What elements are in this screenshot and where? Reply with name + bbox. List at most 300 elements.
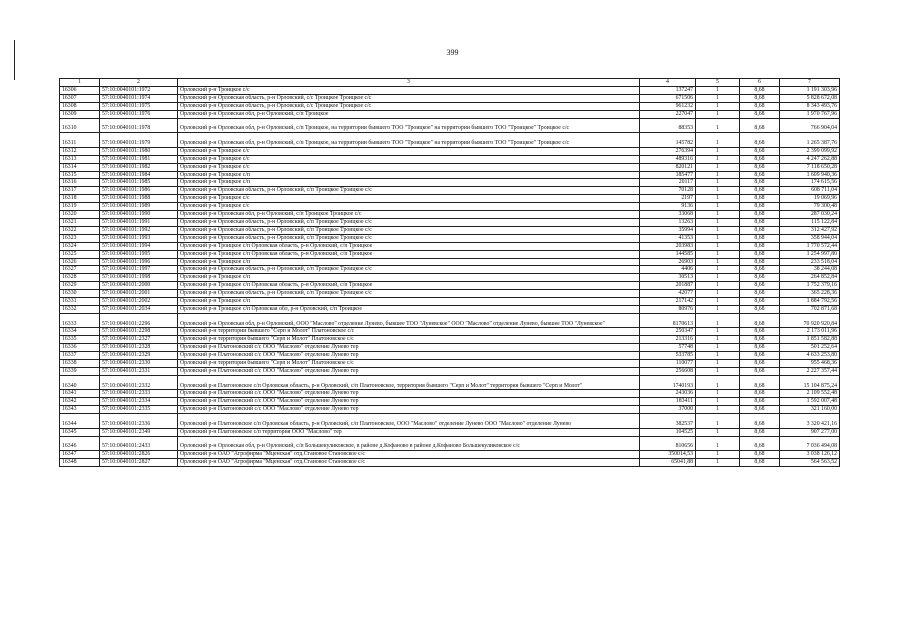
row-number: 16310 (60, 118, 100, 133)
amount-value: 174 615,56 (780, 179, 840, 187)
cadastral-number: 57:10:0040101:2000 (100, 282, 178, 290)
cadastral-number: 57:10:0040101:1998 (100, 274, 178, 282)
count-value: 1 (696, 218, 740, 226)
count-value: 1 (696, 179, 740, 187)
amount-value: 2 173 011,96 (780, 328, 840, 336)
area-value: 213316 (640, 336, 696, 344)
amount-value: 15 104 875,24 (780, 375, 840, 390)
table-row (60, 203, 840, 211)
rate-value: 8,68 (740, 110, 780, 118)
table-row (60, 282, 840, 290)
location-description: Орловский р-н Троицкое с/п (178, 258, 640, 266)
location-description: Орловский р-н Троицкое с/с (178, 87, 640, 95)
location-description: Орловский р-н Орловская обл, р-н Орловский, ООО "Маслово" отделение Лунево, бывшее ТОО "Луневское" ООО "Маслово" отделение Лунево, бывшее ТОО "Луневское" (178, 313, 640, 328)
area-value: 533785 (640, 352, 696, 360)
rate-value: 8,68 (740, 87, 780, 95)
count-value: 1 (696, 274, 740, 282)
location-description: Орловский р-н Троицкое с/п (178, 274, 640, 282)
count-value: 1 (696, 390, 740, 398)
area-value: 4406 (640, 266, 696, 274)
cadastral-number: 57:10:0040101:1980 (100, 147, 178, 155)
row-number: 16328 (60, 274, 100, 282)
row-number: 16329 (60, 282, 100, 290)
area-value: 42077 (640, 290, 696, 298)
table-row (60, 367, 840, 375)
row-number: 16346 (60, 436, 100, 451)
cadastral-number: 57:10:0040101:2332 (100, 375, 178, 390)
area-value: 20117 (640, 179, 696, 187)
area-value: 820121 (640, 163, 696, 171)
count-value: 1 (696, 94, 740, 102)
header-cell: 5 (696, 79, 740, 87)
rate-value: 8,68 (740, 211, 780, 219)
location-description: Орловский р-н Троицкое с/с (178, 147, 640, 155)
row-number: 16321 (60, 218, 100, 226)
area-value: 810656 (640, 436, 696, 451)
amount-value: 233 518,04 (780, 258, 840, 266)
cadastral-number: 57:10:0040101:1996 (100, 258, 178, 266)
count-value: 1 (696, 360, 740, 368)
header-cell: 3 (178, 79, 640, 87)
cadastral-number: 57:10:0040101:2336 (100, 414, 178, 429)
cadastral-number: 57:10:0040101:1986 (100, 187, 178, 195)
count-value: 1 (696, 242, 740, 250)
row-number: 16307 (60, 94, 100, 102)
amount-value: 7 118 650,28 (780, 163, 840, 171)
area-value: 88353 (640, 118, 696, 133)
location-description: Орловский р-н Троицкое с/п (178, 171, 640, 179)
area-value: 30513 (640, 274, 696, 282)
row-number: 16335 (60, 336, 100, 344)
location-description: Орловский р-н Платоновский с/с ООО "Маслово" отделение Лунево тер (178, 367, 640, 375)
count-value: 1 (696, 250, 740, 258)
location-description: Орловский р-н Троицкое с/с (178, 195, 640, 203)
count-value: 1 (696, 171, 740, 179)
location-description: Орловский р-н Троицкое с/п Орловская обл, р-н Орловский, с/п Троицкое (178, 305, 640, 313)
location-description: Орловский р-н Троицкое с/п (178, 179, 640, 187)
cadastral-number: 57:10:0040101:1988 (100, 195, 178, 203)
cadastral-number: 57:10:0040101:1993 (100, 234, 178, 242)
location-description: Орловский р-н Орловская область, р-н Орловский, с/п Троицкое Троицкое с/с (178, 290, 640, 298)
page-number: 399 (446, 48, 459, 57)
cadastral-number: 57:10:0040101:1985 (100, 179, 178, 187)
rate-value: 8,68 (740, 226, 780, 234)
location-description: Орловский р-н ОАО "Агрофирма "Мценская" отд.Становое Становское с/с (178, 459, 640, 467)
row-number: 16339 (60, 367, 100, 375)
row-number: 16316 (60, 179, 100, 187)
row-number: 16314 (60, 163, 100, 171)
rate-value: 8,68 (740, 274, 780, 282)
table-row (60, 406, 840, 414)
rate-value: 8,68 (740, 133, 780, 148)
area-value: 65041,88 (640, 459, 696, 467)
rate-value: 8,68 (740, 360, 780, 368)
row-number: 16342 (60, 398, 100, 406)
table-row (60, 290, 840, 298)
table-row (60, 163, 840, 171)
header-row (60, 79, 840, 87)
count-value: 1 (696, 406, 740, 414)
cadastral-number: 57:10:0040101:2335 (100, 406, 178, 414)
count-value: 1 (696, 234, 740, 242)
area-value: 145782 (640, 133, 696, 148)
rate-value: 8,68 (740, 94, 780, 102)
rate-value: 8,68 (740, 195, 780, 203)
table-row (60, 234, 840, 242)
table-row (60, 274, 840, 282)
table-row (60, 226, 840, 234)
cadastral-number: 57:10:0040101:1974 (100, 94, 178, 102)
count-value: 1 (696, 226, 740, 234)
table-row (60, 298, 840, 306)
table-row (60, 102, 840, 110)
row-number: 16337 (60, 352, 100, 360)
area-value: 2197 (640, 195, 696, 203)
count-value: 1 (696, 451, 740, 459)
count-value: 1 (696, 344, 740, 352)
amount-value: 8 343 493,76 (780, 102, 840, 110)
table-row (60, 360, 840, 368)
table-row (60, 87, 840, 95)
header-cell: 6 (740, 79, 780, 87)
rate-value: 8,68 (740, 266, 780, 274)
area-value: 144585 (640, 250, 696, 258)
cadastral-number: 57:10:0040101:2329 (100, 352, 178, 360)
table-row (60, 398, 840, 406)
rate-value: 8,68 (740, 406, 780, 414)
cadastral-number: 57:10:0040101:1972 (100, 87, 178, 95)
row-number: 16330 (60, 290, 100, 298)
area-value: 185477 (640, 171, 696, 179)
rate-value: 8,68 (740, 336, 780, 344)
count-value: 1 (696, 367, 740, 375)
count-value: 1 (696, 290, 740, 298)
location-description: Орловский р-н Троицкое с/п Орловская область, р-н Орловский, с/п Троицкое (178, 250, 640, 258)
row-number: 16327 (60, 266, 100, 274)
amount-value: 2 399 099,92 (780, 147, 840, 155)
cadastral-number: 57:10:0040101:2002 (100, 298, 178, 306)
location-description: Орловский р-н территория бывшего "Серп и Молот" Платоновское с/с (178, 336, 640, 344)
header-cell: 7 (780, 79, 840, 87)
table-row (60, 459, 840, 467)
rate-value: 8,68 (740, 428, 780, 436)
count-value: 1 (696, 258, 740, 266)
amount-value: 2 227 357,44 (780, 367, 840, 375)
row-number: 16319 (60, 203, 100, 211)
count-value: 1 (696, 133, 740, 148)
cadastral-number: 57:10:0040101:2827 (100, 459, 178, 467)
area-value: 8170613 (640, 313, 696, 328)
row-number: 16320 (60, 211, 100, 219)
cadastral-number: 57:10:0040101:1997 (100, 266, 178, 274)
rate-value: 8,68 (740, 313, 780, 328)
land-plots-table (59, 78, 840, 467)
rate-value: 8,68 (740, 234, 780, 242)
location-description: Орловский р-н Платоновское с/п Орловская область, р-н Орловский, с/п Платоновское, ООО "Маслово" отделение Лунево ООО "Маслово" отделение Лунево (178, 414, 640, 429)
location-description: Орловский р-н Троицкое с/с (178, 155, 640, 163)
table-row (60, 328, 840, 336)
location-description: Орловский р-н ОАО "Агрофирма "Мценская" отд.Становое Становское с/с (178, 451, 640, 459)
table-row (60, 266, 840, 274)
rate-value: 8,68 (740, 250, 780, 258)
location-description: Орловский р-н Орловская область, р-н Орловский, с/с Троицкое Троицкое с/с (178, 102, 640, 110)
rate-value: 8,68 (740, 398, 780, 406)
row-number: 16343 (60, 406, 100, 414)
area-value: 256608 (640, 367, 696, 375)
header-cell: 2 (100, 79, 178, 87)
count-value: 1 (696, 282, 740, 290)
table-row (60, 352, 840, 360)
location-description: Орловский р-н Платоновский с/с ООО "Маслово" отделение Лунево тер (178, 352, 640, 360)
table-row (60, 155, 840, 163)
amount-value: 1 592 007,48 (780, 398, 840, 406)
cadastral-number: 57:10:0040101:1976 (100, 110, 178, 118)
amount-value: 608 711,04 (780, 187, 840, 195)
location-description: Орловский р-н Орловская обл, р-н Орловский, с/п Троицкое, на территории бывшего ТОО "Троицкое" на территории бывшего ТОО "Троицкое" Троицкое с/с (178, 118, 640, 133)
amount-value: 264 852,84 (780, 274, 840, 282)
amount-value: 19 069,96 (780, 195, 840, 203)
row-number: 16322 (60, 226, 100, 234)
header-cell: 1 (60, 79, 100, 87)
count-value: 1 (696, 398, 740, 406)
area-value: 80976 (640, 305, 696, 313)
location-description: Орловский р-н Орловская обл, р-н Орловский, с/п Троицкое (178, 110, 640, 118)
area-value: 227047 (640, 110, 696, 118)
rate-value: 8,68 (740, 118, 780, 133)
row-number: 16334 (60, 328, 100, 336)
count-value: 1 (696, 428, 740, 436)
rate-value: 8,68 (740, 375, 780, 390)
area-value: 137247 (640, 87, 696, 95)
amount-value: 907 277,00 (780, 428, 840, 436)
amount-value: 1 265 387,76 (780, 133, 840, 148)
count-value: 1 (696, 110, 740, 118)
area-value: 183411 (640, 398, 696, 406)
location-description: Орловский р-н Троицкое с/с (178, 203, 640, 211)
row-number: 16344 (60, 414, 100, 429)
location-description: Орловский р-н Орловская область, р-н Орловский, с/с Троицкое Троицкое с/с (178, 94, 640, 102)
cadastral-number: 57:10:0040101:2034 (100, 305, 178, 313)
amount-value: 1 851 582,88 (780, 336, 840, 344)
count-value: 1 (696, 313, 740, 328)
area-value: 276394 (640, 147, 696, 155)
count-value: 1 (696, 195, 740, 203)
count-value: 1 (696, 147, 740, 155)
row-number: 16317 (60, 187, 100, 195)
row-number: 16341 (60, 390, 100, 398)
rate-value: 8,68 (740, 414, 780, 429)
count-value: 1 (696, 336, 740, 344)
amount-value: 1 770 572,44 (780, 242, 840, 250)
table-row (60, 250, 840, 258)
amount-value: 358 944,04 (780, 234, 840, 242)
area-value: 350014,53 (640, 451, 696, 459)
location-description: Орловский р-н Орловская область, р-н Орловский, с/п Троицкое Троицкое с/с (178, 218, 640, 226)
area-value: 243036 (640, 390, 696, 398)
row-number: 16340 (60, 375, 100, 390)
rate-value: 8,68 (740, 282, 780, 290)
location-description: Орловский р-н Орловская обл, р-н Орловский, с/п Троицкое Троицкое с/с (178, 211, 640, 219)
location-description: Орловский р-н Троицкое с/п Орловская область, р-н Орловский, с/п Троицкое (178, 242, 640, 250)
rate-value: 8,68 (740, 179, 780, 187)
amount-value: 115 122,84 (780, 218, 840, 226)
row-number: 16312 (60, 147, 100, 155)
area-value: 33068 (640, 211, 696, 219)
location-description: Орловский р-н Платоновское с/п Орловская область, р-н Орловский, с/п Платоновское, территория бывшего "Серп и Молот" территория бывшего "Серп и Молот" (178, 375, 640, 390)
table-row (60, 133, 840, 148)
table-row (60, 336, 840, 344)
row-number: 16338 (60, 360, 100, 368)
row-number: 16318 (60, 195, 100, 203)
location-description: Орловский р-н Орловская область, р-н Орловский, с/п Троицкое Троицкое с/с (178, 187, 640, 195)
count-value: 1 (696, 155, 740, 163)
count-value: 1 (696, 436, 740, 451)
table-row (60, 390, 840, 398)
margin-mark (14, 40, 15, 80)
table-row (60, 171, 840, 179)
amount-value: 1 884 792,56 (780, 298, 840, 306)
rate-value: 8,68 (740, 187, 780, 195)
cadastral-number: 57:10:0040101:1992 (100, 226, 178, 234)
amount-value: 3 038 126,12 (780, 451, 840, 459)
area-value: 671506 (640, 94, 696, 102)
row-number: 16311 (60, 133, 100, 148)
rate-value: 8,68 (740, 305, 780, 313)
rate-value: 8,68 (740, 242, 780, 250)
table-row (60, 110, 840, 118)
cadastral-number: 57:10:0040101:1975 (100, 102, 178, 110)
row-number: 16309 (60, 110, 100, 118)
location-description: Орловский р-н Орловская область, р-н Орловский, с/п Троицкое Троицкое с/с (178, 226, 640, 234)
count-value: 1 (696, 187, 740, 195)
location-description: Орловский р-н Троицкое с/п (178, 298, 640, 306)
rate-value: 8,68 (740, 258, 780, 266)
cadastral-number: 57:10:0040101:2328 (100, 344, 178, 352)
row-number: 16306 (60, 87, 100, 95)
amount-value: 7 036 494,08 (780, 436, 840, 451)
area-value: 37000 (640, 406, 696, 414)
rate-value: 8,68 (740, 290, 780, 298)
cadastral-number: 57:10:0040101:2433 (100, 436, 178, 451)
location-description: Орловский р-н территория бывшего "Серп и Молот" Платоновское с/с (178, 360, 640, 368)
table-row (60, 218, 840, 226)
cadastral-number: 57:10:0040101:1990 (100, 211, 178, 219)
amount-value: 3 320 421,16 (780, 414, 840, 429)
cadastral-number: 57:10:0040101:2298 (100, 328, 178, 336)
amount-value: 1 970 767,96 (780, 110, 840, 118)
amount-value: 702 871,68 (780, 305, 840, 313)
rate-value: 8,68 (740, 352, 780, 360)
amount-value: 955 468,36 (780, 360, 840, 368)
location-description: Орловский р-н Платоновский с/с ООО "Маслово" отделение Лунево тер (178, 398, 640, 406)
area-value: 104525 (640, 428, 696, 436)
cadastral-number: 57:10:0040101:2327 (100, 336, 178, 344)
table-row (60, 436, 840, 451)
amount-value: 312 427,92 (780, 226, 840, 234)
count-value: 1 (696, 266, 740, 274)
row-number: 16313 (60, 155, 100, 163)
row-number: 16347 (60, 451, 100, 459)
rate-value: 8,68 (740, 298, 780, 306)
amount-value: 70 920 920,84 (780, 313, 840, 328)
cadastral-number: 57:10:0040101:2334 (100, 398, 178, 406)
rate-value: 8,68 (740, 218, 780, 226)
area-value: 110077 (640, 360, 696, 368)
table-row (60, 344, 840, 352)
amount-value: 4 247 262,88 (780, 155, 840, 163)
table-row (60, 211, 840, 219)
count-value: 1 (696, 414, 740, 429)
cadastral-number: 57:10:0040101:1982 (100, 163, 178, 171)
cadastral-number: 57:10:0040101:2331 (100, 367, 178, 375)
amount-value: 38 244,08 (780, 266, 840, 274)
location-description: Орловский р-н Орловская обл, р-н Орловский, с/п Большекуликовское, в районе д.Кофаново в районе д.Кофаново Большекуликовское с/с (178, 436, 640, 451)
cadastral-number: 57:10:0040101:2826 (100, 451, 178, 459)
area-value: 70128 (640, 187, 696, 195)
count-value: 1 (696, 102, 740, 110)
rate-value: 8,68 (740, 171, 780, 179)
area-value: 1740193 (640, 375, 696, 390)
amount-value: 2 109 552,48 (780, 390, 840, 398)
row-number: 16308 (60, 102, 100, 110)
cadastral-number: 57:10:0040101:2349 (100, 428, 178, 436)
area-value: 13263 (640, 218, 696, 226)
rate-value: 8,68 (740, 163, 780, 171)
area-value: 26903 (640, 258, 696, 266)
row-number: 16315 (60, 171, 100, 179)
rate-value: 8,68 (740, 367, 780, 375)
cadastral-number: 57:10:0040101:1978 (100, 118, 178, 133)
cadastral-number: 57:10:0040101:2330 (100, 360, 178, 368)
table-row (60, 179, 840, 187)
rate-value: 8,68 (740, 390, 780, 398)
row-number: 16326 (60, 258, 100, 266)
area-value: 201887 (640, 282, 696, 290)
count-value: 1 (696, 298, 740, 306)
location-description: Орловский р-н Орловская область, р-н Орловский, с/п Троицкое Троицкое с/с (178, 234, 640, 242)
amount-value: 1 752 379,16 (780, 282, 840, 290)
count-value: 1 (696, 352, 740, 360)
amount-value: 564 563,52 (780, 459, 840, 467)
location-description: Орловский р-н территории бывшего "Серп и Молот" Платоновское с/с (178, 328, 640, 336)
cadastral-number: 57:10:0040101:2296 (100, 313, 178, 328)
table-row (60, 451, 840, 459)
rate-value: 8,68 (740, 147, 780, 155)
cadastral-number: 57:10:0040101:1984 (100, 171, 178, 179)
count-value: 1 (696, 305, 740, 313)
table-row (60, 258, 840, 266)
area-value: 217142 (640, 298, 696, 306)
row-number: 16336 (60, 344, 100, 352)
area-value: 57748 (640, 344, 696, 352)
cadastral-number: 57:10:0040101:2333 (100, 390, 178, 398)
rate-value: 8,68 (740, 451, 780, 459)
table-row (60, 147, 840, 155)
area-value: 203983 (640, 242, 696, 250)
location-description: Орловский р-н Орловская область, р-н Орловский, с/п Троицкое Троицкое с/с (178, 266, 640, 274)
amount-value: 1 191 303,96 (780, 87, 840, 95)
count-value: 1 (696, 87, 740, 95)
table-row (60, 428, 840, 436)
area-value: 250347 (640, 328, 696, 336)
cadastral-number: 57:10:0040101:1979 (100, 133, 178, 148)
count-value: 1 (696, 118, 740, 133)
count-value: 1 (696, 203, 740, 211)
table-row (60, 375, 840, 390)
area-value: 35994 (640, 226, 696, 234)
rate-value: 8,68 (740, 328, 780, 336)
area-value: 961232 (640, 102, 696, 110)
